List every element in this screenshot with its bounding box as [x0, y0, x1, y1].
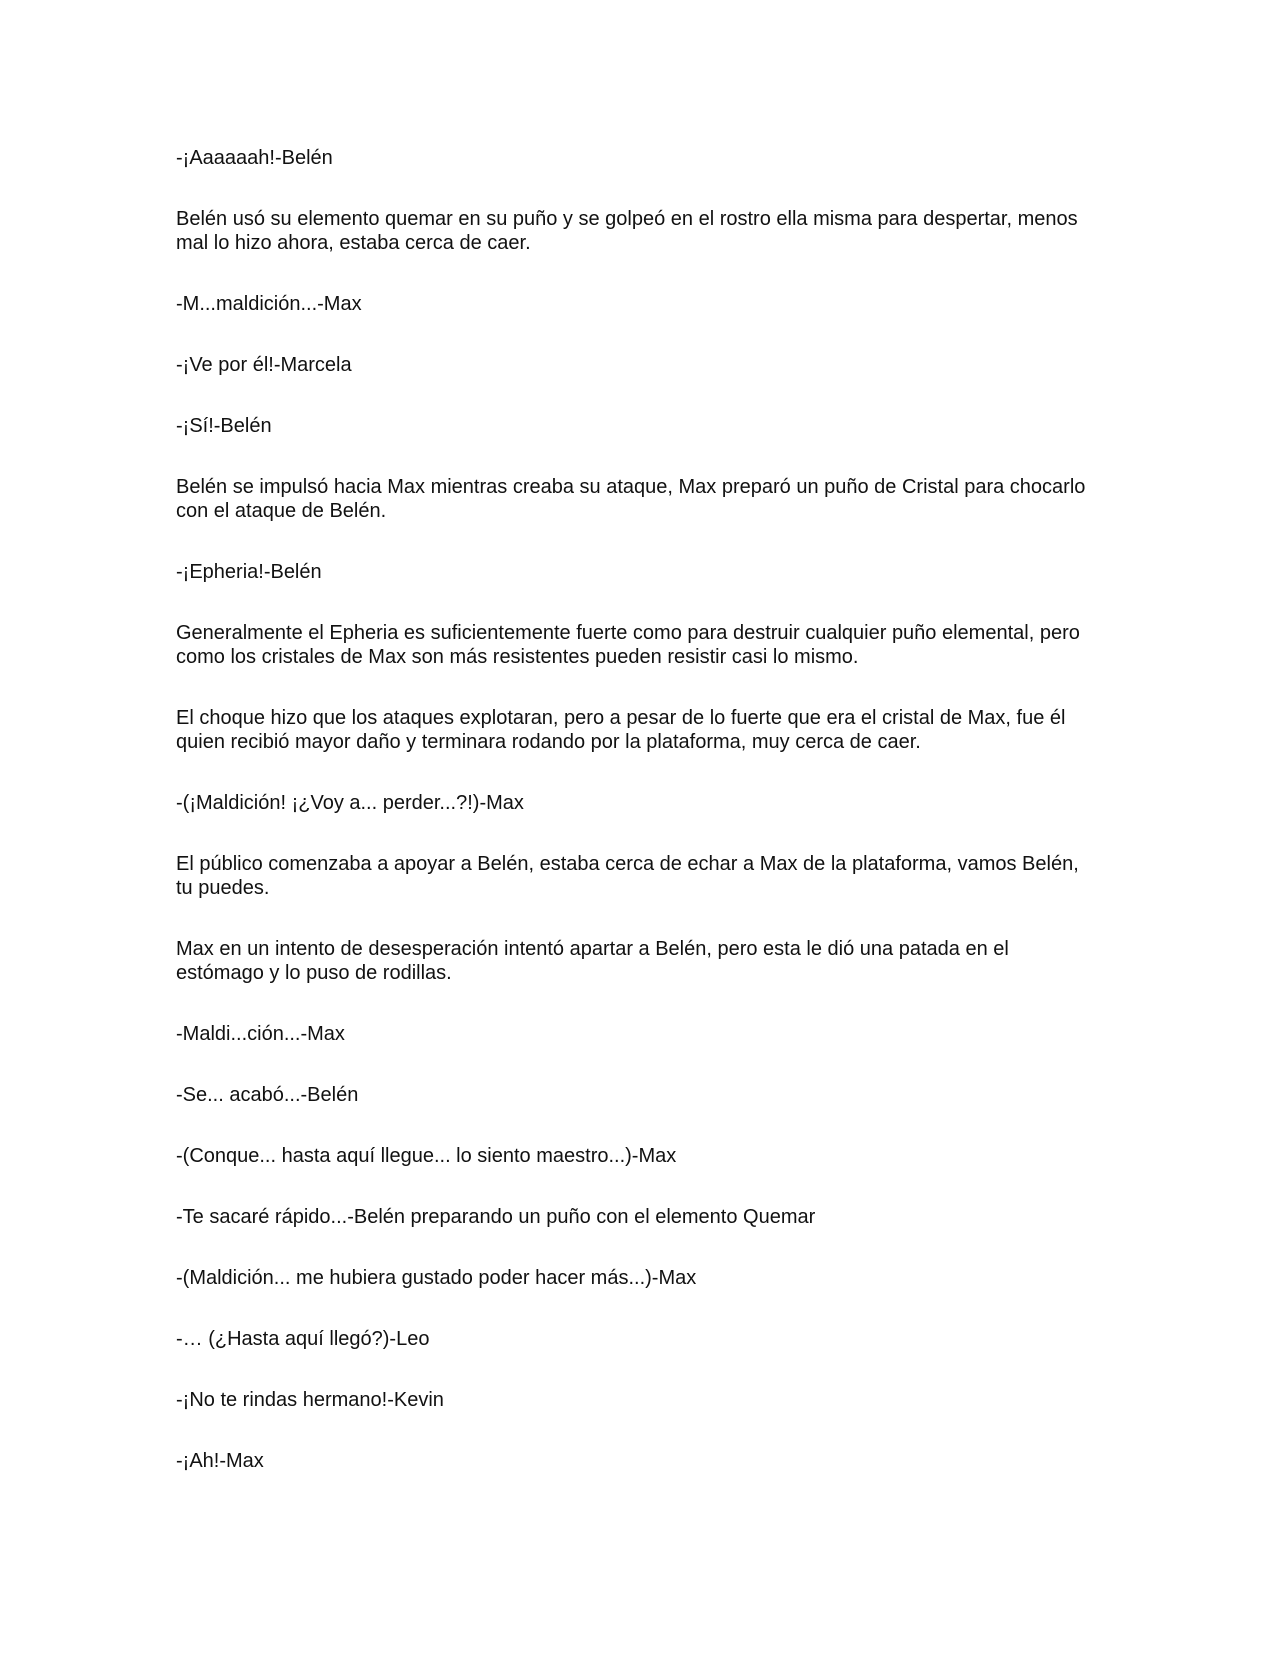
dialogue-line: -(Conque... hasta aquí llegue... lo siento maestro...)-Max — [176, 1145, 677, 1167]
dialogue-line: -¡Ah!-Max — [176, 1450, 264, 1472]
dialogue-line: -… (¿Hasta aquí llegó?)-Leo — [176, 1328, 430, 1350]
dialogue-line: -¡Aaaaaah!-Belén — [176, 147, 333, 169]
narration-paragraph: El choque hizo que los ataques explotaran, pero a pesar de lo fuerte que era el cristal de Max, fue él quien recibió mayor daño y terminara rodando por la plataforma, muy cerca de caer. — [176, 707, 1066, 753]
dialogue-line: -¡Ve por él!-Marcela — [176, 354, 352, 376]
dialogue-line: -¡Epheria!-Belén — [176, 561, 322, 583]
narration-paragraph: El público comenzaba a apoyar a Belén, estaba cerca de echar a Max de la plataforma, vamos Belén, tu puedes. — [176, 853, 1079, 899]
narration-paragraph: Max en un intento de desesperación intentó apartar a Belén, pero esta le dió una patada en el estómago y lo puso de rodillas. — [176, 938, 1009, 984]
dialogue-line: -(Maldición... me hubiera gustado poder hacer más...)-Max — [176, 1267, 697, 1289]
dialogue-line: -Se... acabó...-Belén — [176, 1084, 359, 1106]
narration-paragraph: Belén se impulsó hacia Max mientras creaba su ataque, Max preparó un puño de Cristal para chocarlo con el ataque de Belén. — [176, 476, 1086, 522]
dialogue-line: -M...maldición...-Max — [176, 293, 362, 315]
narration-paragraph: Generalmente el Epheria es suficientemente fuerte como para destruir cualquier puño elemental, pero como los cristales de Max son más resistentes pueden resistir casi lo mismo. — [176, 622, 1080, 668]
dialogue-line: -Maldi...ción...-Max — [176, 1023, 345, 1045]
dialogue-line: -¡Sí!-Belén — [176, 415, 272, 437]
dialogue-line: -(¡Maldición! ¡¿Voy a... perder...?!)-Max — [176, 792, 524, 814]
narration-paragraph: Belén usó su elemento quemar en su puño y se golpeó en el rostro ella misma para despertar, menos mal lo hizo ahora, estaba cerca de caer. — [176, 208, 1078, 254]
dialogue-line: -¡No te rindas hermano!-Kevin — [176, 1389, 444, 1411]
dialogue-line: -Te sacaré rápido...-Belén preparando un puño con el elemento Quemar — [176, 1206, 816, 1228]
document-page — [176, 146, 1096, 1510]
